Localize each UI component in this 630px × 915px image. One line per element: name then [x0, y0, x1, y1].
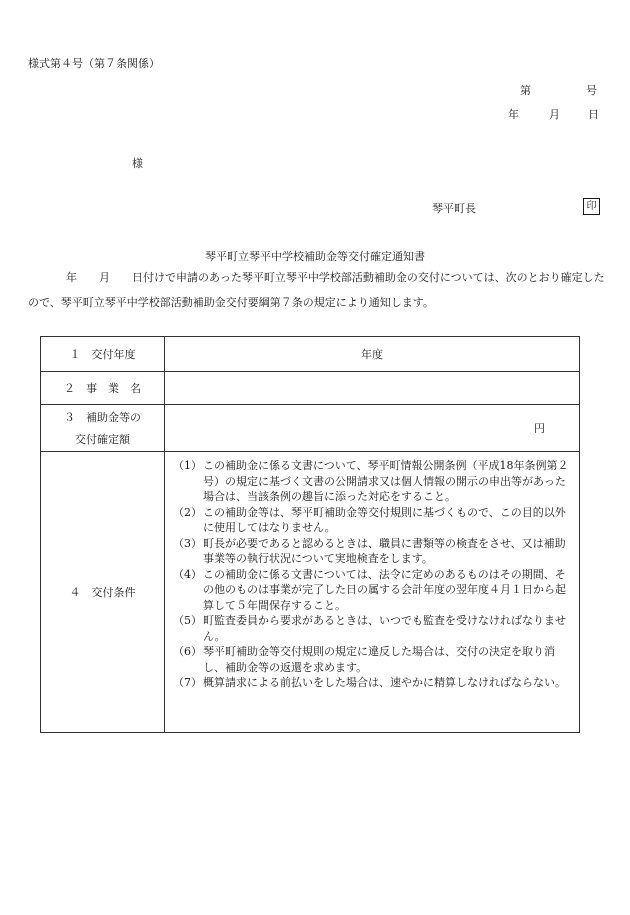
conditions-list [165, 452, 580, 733]
confirmed-amount-unit: 円 [165, 405, 580, 452]
condition-item [173, 675, 569, 691]
condition-text: この補助金に係る文書について、琴平町情報公開条例（平成18年条例第２号）の規定に基づく文書の公開請求又は個人情報の開示の申出等があった場合は、当該条例の趣旨に添った対応をすること。 [203, 459, 569, 503]
condition-item [173, 644, 569, 675]
condition-text: 町監査委員から要求があるときは、いつでも監査を受けなければなりません。 [203, 614, 566, 643]
condition-text: 町長が必要であると認めるときは、職員に書類等の検査をさせ、又は補助事業等の執行状況について実地検査をします。 [203, 536, 566, 565]
table-row [41, 372, 580, 405]
table-row [41, 405, 580, 452]
condition-item [173, 505, 569, 536]
condition-text: この補助金等は、琴平町補助金等交付規則に基づくもので、この目的以外に使用してはなりません。 [203, 505, 566, 534]
confirmed-amount-label-line1: ３ 補助金等の [64, 411, 141, 424]
number-suffix: 号 [586, 84, 597, 97]
project-name-value [165, 372, 580, 405]
project-name-label: ２ 事 業 名 [41, 372, 165, 405]
condition-item [173, 613, 569, 644]
date-day: 日 [588, 108, 599, 121]
notice-body [28, 265, 608, 315]
table-row [41, 452, 580, 733]
condition-text: この補助金に係る文書については、法令に定めのあるものはその期間、その他のものは事業が完了した日の属する会計年度の翌年度４月１日から起算して５年間保存すること。 [203, 567, 566, 612]
addressee-suffix: 様 [132, 157, 143, 170]
date-year: 年 [508, 108, 519, 121]
confirmed-amount-label-line2: 交付確定額 [75, 433, 130, 446]
condition-item [173, 536, 569, 567]
table-row [41, 337, 580, 372]
fiscal-year-value: 年度 [165, 337, 580, 372]
issuer-name: 琴平町長 [432, 202, 476, 215]
condition-item [173, 458, 569, 505]
condition-text: 琴平町補助金等交付規則の規定に違反した場合は、交付の決定を取り消し、補助金等の返還を求めます。 [203, 645, 555, 674]
condition-number: （2） [173, 505, 202, 519]
notice-paragraph: 年 月 日付けで申請のあった琴平町立琴平中学校部活動補助金の交付については、次のとおり確定したので、琴平町立琴平中学校部活動補助金交付要綱第７条の規定により通知します。 [28, 271, 605, 309]
condition-number: （6） [173, 645, 202, 658]
conditions-label: ４ 交付条件 [41, 452, 165, 733]
condition-number: （4） [173, 567, 202, 581]
fiscal-year-label: １ 交付年度 [41, 337, 165, 372]
date-month: 月 [549, 108, 560, 121]
document-title: 琴平町立琴平中学校補助金等交付確定通知書 [205, 250, 425, 263]
condition-number: （5） [173, 614, 202, 627]
form-number-label: 様式第４号（第７条関係） [28, 57, 160, 70]
condition-text: 概算請求による前払いをした場合は、速やかに精算しなければならない。 [203, 676, 566, 689]
condition-number: （1） [173, 459, 202, 472]
condition-item [173, 567, 569, 614]
confirmed-amount-label [41, 405, 165, 452]
confirmation-table [40, 336, 580, 733]
seal-mark: 印 [583, 198, 600, 215]
condition-number: （7） [173, 676, 202, 689]
condition-number: （3） [173, 536, 202, 550]
number-prefix: 第 [520, 84, 531, 97]
